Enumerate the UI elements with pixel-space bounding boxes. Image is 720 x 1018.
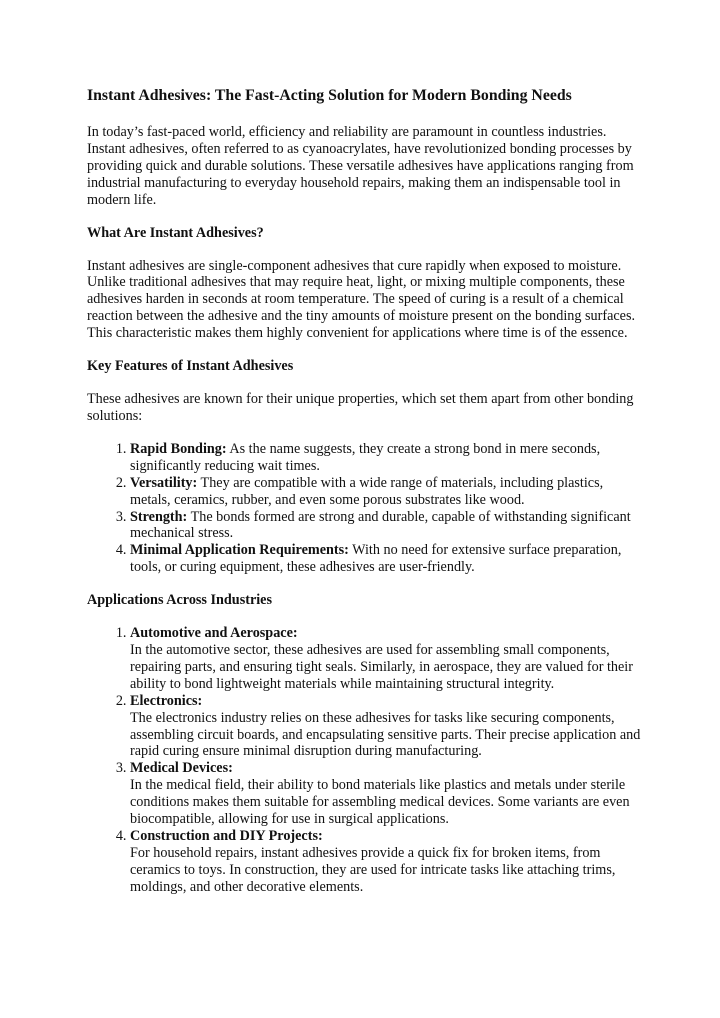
list-item (130, 828, 647, 896)
list-item-label: 1. Automotive and Aerospace: (130, 625, 298, 642)
list-item (130, 693, 647, 761)
list-item-label: 4. Construction and DIY Projects: (130, 828, 323, 844)
list-item-label: Versatility: (130, 474, 198, 491)
list-item-text: In the automotive sector, these adhesives are used for assembling small components, repairing parts, and ensuring tight seals. Similarly, in aerospace, they are valued for their ability to bond lightweight materials while maintaining structural integrity. (130, 642, 633, 692)
list-item-label: 2. Electronics: (130, 692, 203, 709)
list-item-text: For household repairs, instant adhesives provide a quick fix for broken items, from ceramics to toys. In construction, they are used for intricate tasks like attaching trims, moldings, and other decorative elements. (130, 844, 616, 895)
list-item-text: As the name suggests, they create a strong bond in mere seconds, significantly reducing wait times. (130, 440, 601, 474)
applications-list (87, 625, 647, 896)
list-item-label: Rapid Bonding: (130, 440, 227, 457)
list-item-label: Minimal Application Requirements: (130, 542, 349, 559)
list-item-text: With no need for extensive surface preparation, tools, or curing equipment, these adhesives are user-friendly. (130, 542, 622, 576)
list-item-label: Strength: (130, 508, 188, 525)
section-what-paragraph: Instant adhesives are single-component adhesives that cure rapidly when exposed to moisture. Unlike traditional adhesives that may require heat, light, or mixing multiple components, these adhesives harden in seconds at room temperature. The speed of curing is a result of a chemical reaction between the adhesive and the tiny amounts of moisture present on the bonding surfaces. This characteristic makes them highly convenient for applications where time is of the essence. (87, 257, 636, 342)
list-item (130, 509, 647, 543)
list-item (130, 475, 647, 509)
list-item (130, 441, 647, 475)
section-heading-applications: Applications Across Industries (87, 592, 272, 609)
list-item-text: The electronics industry relies on these adhesives for tasks like securing components, assembling circuit boards, and encapsulating sensitive parts. Their precise application and rapid curing ensure minimal disruption during manufacturing. (130, 709, 641, 760)
list-item (130, 542, 647, 576)
section-heading-features: Key Features of Instant Adhesives (87, 358, 294, 375)
list-item-text: In the medical field, their ability to bond materials like plastics and metals under sterile conditions makes them suitable for assembling medical devices. Some variants are even biocompatible, allowing for use in surgical applications. (130, 777, 630, 828)
document-title: Instant Adhesives: The Fast-Acting Solution for Modern Bonding Needs (87, 87, 572, 104)
features-list (87, 441, 647, 576)
document-page (87, 86, 647, 912)
list-item (130, 760, 647, 828)
section-features-intro: These adhesives are known for their unique properties, which set them apart from other bonding solutions: (87, 391, 634, 424)
list-item (130, 625, 647, 693)
list-item-text: They are compatible with a wide range of materials, including plastics, metals, ceramics, rubber, and even some porous substrates like wood. (130, 474, 604, 508)
section-heading-what: What Are Instant Adhesives? (87, 224, 264, 241)
list-item-label: 3. Medical Devices: (130, 760, 233, 777)
intro-paragraph: In today’s fast-paced world, efficiency and reliability are paramount in countless industries. Instant adhesives, often referred to as cyanoacrylates, have revolutionized bonding processes by providing quick and durable solutions. These versatile adhesives have applications ranging from industrial manufacturing to everyday household repairs, making them an indispensable tool in modern life. (87, 124, 634, 208)
list-item-text: The bonds formed are strong and durable, capable of withstanding significant mechanical stress. (130, 508, 631, 542)
